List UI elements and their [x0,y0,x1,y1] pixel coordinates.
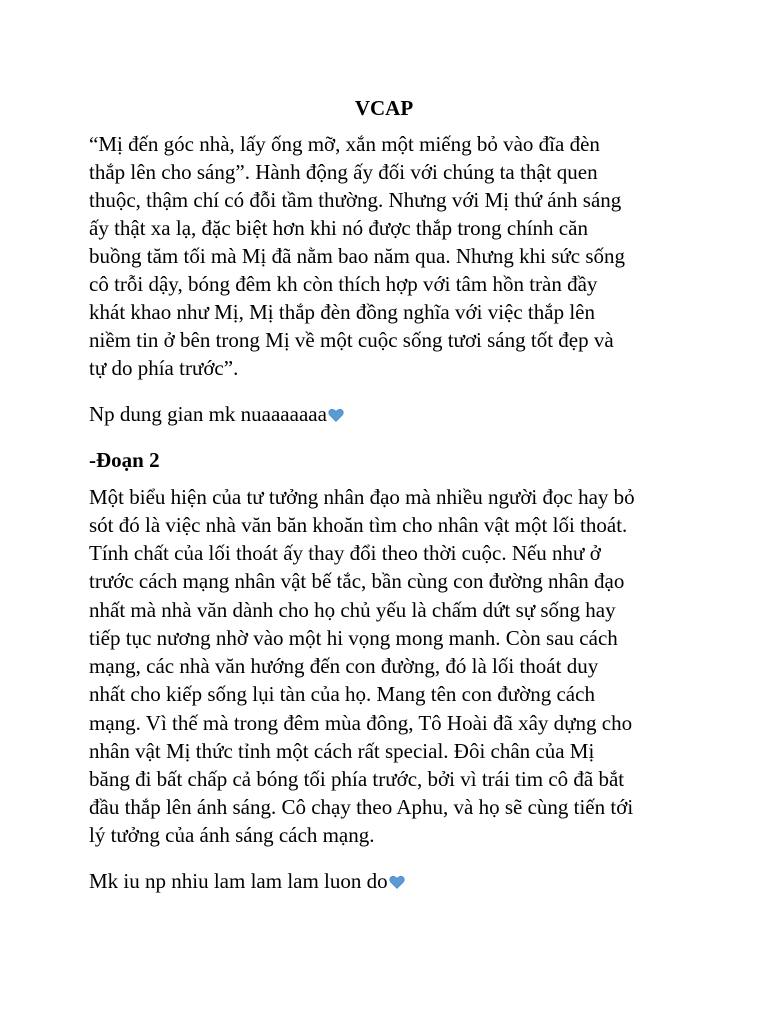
paragraph-line: nhân vật Mị thức tỉnh một cách rất special. Đôi chân của Mị [89,739,595,763]
paragraph-line: niềm tin ở bên trong Mị về một cuộc sống tươi sáng tốt đẹp và [89,328,614,352]
note-line-2 [89,867,405,895]
paragraph-line: khát khao như Mị, Mị thắp đèn đồng nghĩa với việc thắp lên [89,300,595,324]
section-heading: -Đoạn 2 [89,448,160,472]
paragraph-line: buồng tăm tối mà Mị đã nằm bao năm qua. Nhưng khi sức sống [89,244,626,268]
blue-heart-icon [389,869,405,885]
paragraph-line: băng đi bất chấp cả bóng tối phía trước, bởi vì trái tim cô đã bắt [89,767,625,791]
paragraph-line: sót đó là việc nhà văn băn khoăn tìm cho nhân vật một lối thoát. [89,513,628,537]
note-text: Mk iu np nhiu lam lam lam luon do [89,869,388,893]
paragraph-line: đầu thắp lên ánh sáng. Cô chạy theo Aphu, và họ sẽ cùng tiến tới [89,795,634,819]
paragraph-line: mạng, các nhà văn hướng đến con đường, đó là lối thoát duy [89,654,599,678]
paragraph-line: trước cách mạng nhân vật bế tắc, bần cùng con đường nhân đạo [89,569,625,593]
paragraph-line: thuộc, thậm chí có đỗi tầm thường. Nhưng với Mị thứ ánh sáng [89,188,622,212]
note-line-1 [89,400,344,428]
paragraph-line: “Mị đến góc nhà, lấy ống mỡ, xắn một miếng bỏ vào đĩa đèn [89,132,600,156]
note-text: Np dung gian mk nuaaaaaaa [89,402,327,426]
paragraph-line: mạng. Vì thế mà trong đêm mùa đông, Tô Hoài đã xây dựng cho [89,711,633,735]
paragraph-line: Một biểu hiện của tư tưởng nhân đạo mà nhiều người đọc hay bỏ [89,485,635,509]
paragraph-line: thắp lên cho sáng”. Hành động ấy đối với chúng ta thật quen [89,160,598,184]
paragraph-line: Tính chất của lối thoát ấy thay đổi theo thời cuộc. Nếu như ở [89,541,601,565]
paragraph-line: ấy thật xa lạ, đặc biệt hơn khi nó được thắp trong chính căn [89,216,588,240]
paragraph-line: cô trỗi dậy, bóng đêm kh còn thích hợp với tâm hồn tràn đầy [89,272,598,296]
paragraph-line: nhất mà nhà văn dành cho họ chủ yếu là chấm dứt sự sống hay [89,598,616,622]
paragraph-line: nhất cho kiếp sống lụi tàn của họ. Mang tên con đường cách [89,682,595,706]
paragraph-line: tiếp tục nương nhờ vào một hi vọng mong manh. Còn sau cách [89,626,618,650]
document-title: VCAP [354,96,414,120]
paragraph-line: tự do phía trước”. [89,356,239,380]
paragraph-line: lý tưởng của ánh sáng cách mạng. [89,823,375,847]
blue-heart-icon [328,402,344,418]
